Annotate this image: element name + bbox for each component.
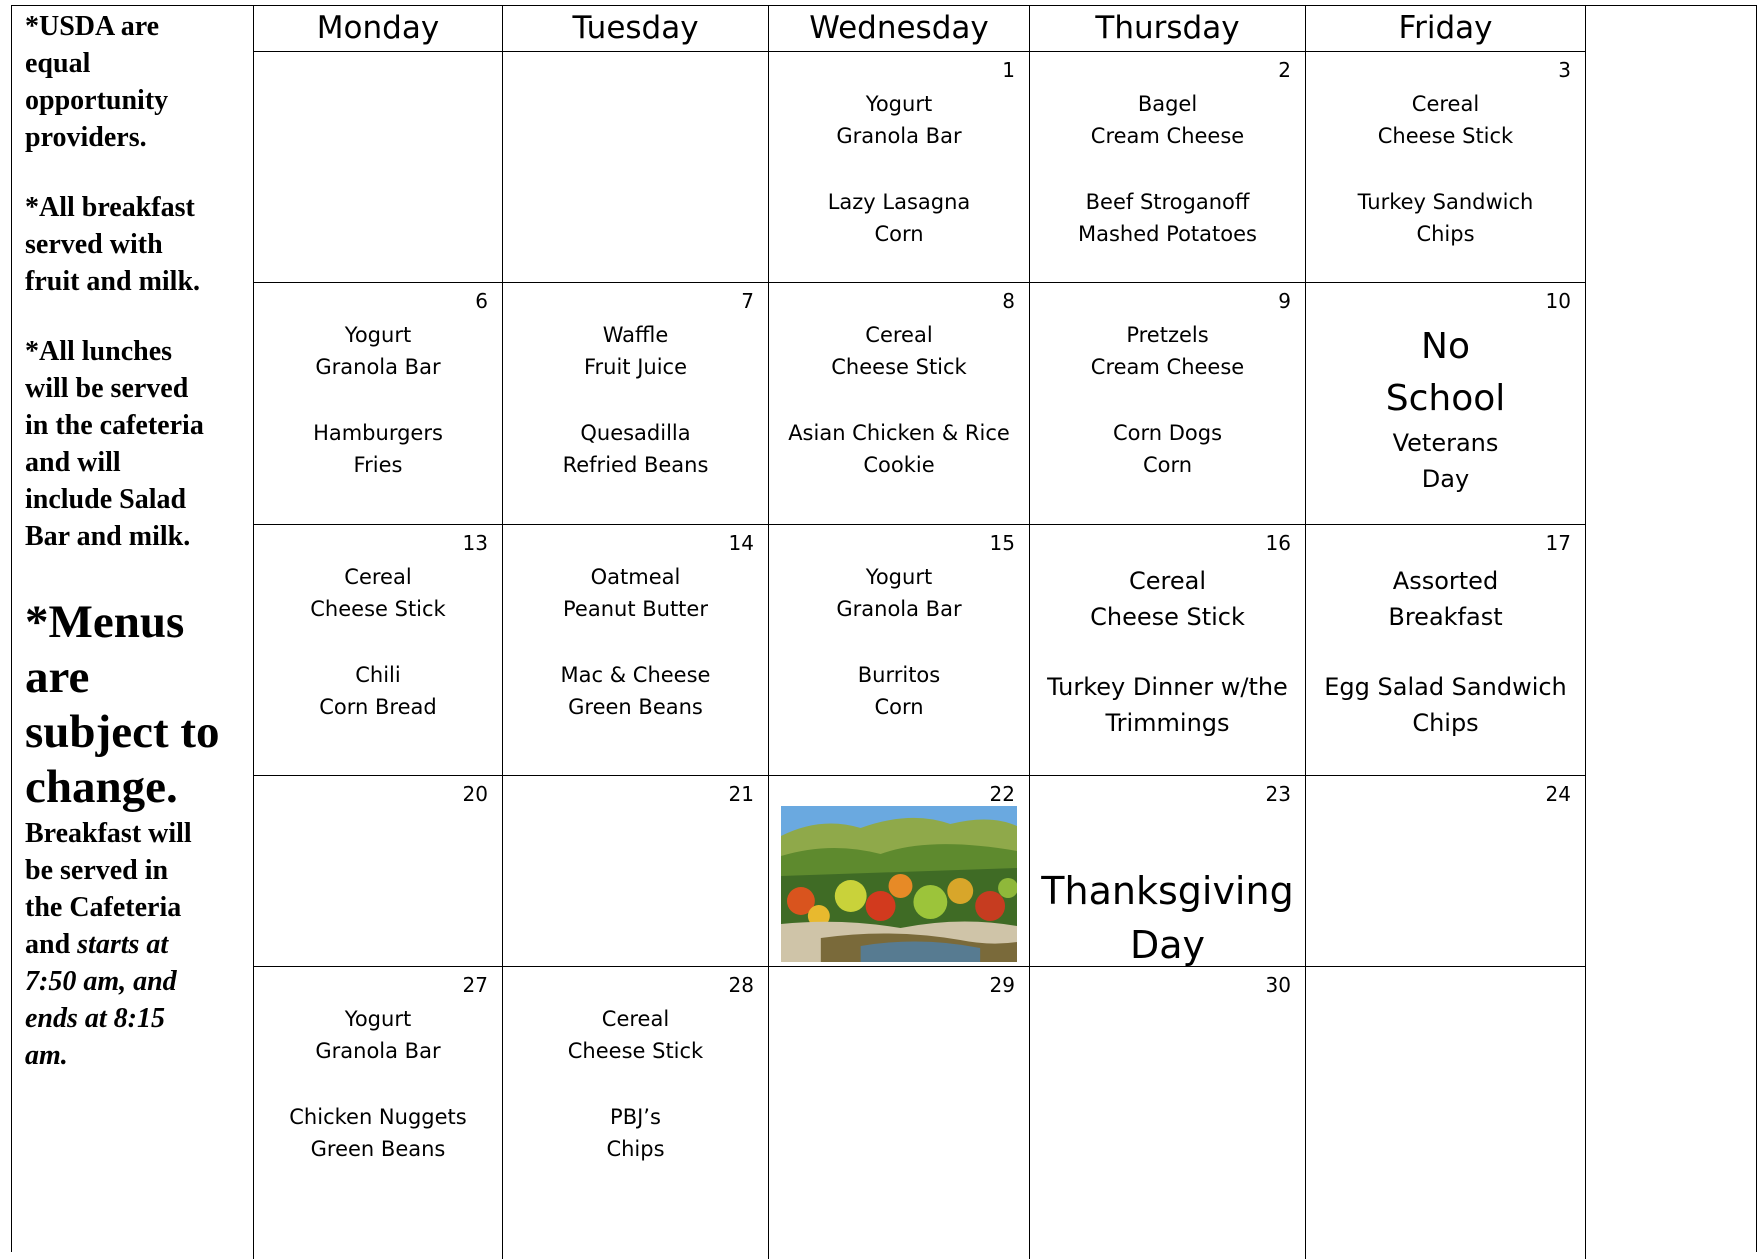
breakfast-item: Cereal [503, 1003, 768, 1035]
menus-change-note [25, 595, 237, 815]
breakfast-item: Cream Cheese [1030, 351, 1305, 383]
lunch-item: Turkey Sandwich [1306, 186, 1585, 218]
note-text: and [25, 929, 77, 960]
breakfast-item: Bagel [1030, 88, 1305, 120]
day-cell [1030, 283, 1306, 525]
day-cell [254, 283, 503, 525]
breakfast-item: Pretzels [1030, 319, 1305, 351]
day-number: 8 [1002, 289, 1015, 313]
holiday-text: Day [1030, 918, 1305, 972]
lunch-item: Mac & Cheese [503, 659, 768, 691]
breakfast-item: Oatmeal [503, 561, 768, 593]
no-school-notice [1306, 321, 1585, 497]
lunch-item: Mashed Potatoes [1030, 218, 1305, 250]
note-line: ends at 8:15 [25, 1000, 237, 1037]
week-row [254, 776, 1586, 967]
note-line [25, 926, 237, 963]
no-school-text: School [1306, 373, 1585, 425]
day-cell [1306, 967, 1586, 1259]
day-number: 17 [1546, 531, 1571, 555]
menu-spacer [254, 625, 502, 659]
day-number: 30 [1266, 973, 1291, 997]
day-number: 7 [741, 289, 754, 313]
holiday-name: Day [1306, 461, 1585, 497]
day-cell [503, 525, 769, 776]
breakfast-item: Yogurt [769, 88, 1029, 120]
menu-spacer [769, 625, 1029, 659]
lunch-item: Corn [769, 691, 1029, 723]
day-cell [1030, 52, 1306, 283]
note-line: *USDA are [25, 8, 237, 45]
day-menu [254, 561, 502, 723]
day-number: 29 [990, 973, 1015, 997]
day-cell [769, 283, 1030, 525]
day-number: 21 [729, 782, 754, 806]
breakfast-item: Granola Bar [254, 351, 502, 383]
day-cell [769, 776, 1030, 967]
lunch-item: Quesadilla [503, 417, 768, 449]
weekday-header: Friday [1306, 5, 1586, 52]
breakfast-item: Cream Cheese [1030, 120, 1305, 152]
day-cell [254, 52, 503, 283]
menu-spacer [1306, 152, 1585, 186]
day-menu [769, 319, 1029, 481]
weekday-header: Tuesday [503, 5, 769, 52]
lunch-item: Beef Stroganoff [1030, 186, 1305, 218]
holiday-text: Thanksgiving [1030, 864, 1305, 918]
breakfast-item: Granola Bar [769, 593, 1029, 625]
day-number: 22 [990, 782, 1015, 806]
menu-spacer [503, 383, 768, 417]
holiday-label [1030, 864, 1305, 972]
breakfast-item: Cheese Stick [769, 351, 1029, 383]
day-cell [769, 525, 1030, 776]
day-number: 20 [463, 782, 488, 806]
day-menu [1306, 88, 1585, 250]
menu-spacer [254, 383, 502, 417]
menu-spacer [1030, 383, 1305, 417]
breakfast-item: Yogurt [254, 1003, 502, 1035]
breakfast-item: Fruit Juice [503, 351, 768, 383]
note-line: am. [25, 1037, 237, 1074]
lunch-item: Corn [1030, 449, 1305, 481]
note-line: in the cafeteria [25, 407, 237, 444]
lunch-item: Chicken Nuggets [254, 1101, 502, 1133]
note-line: the Cafeteria [25, 889, 237, 926]
day-cell [1030, 967, 1306, 1259]
day-number: 23 [1266, 782, 1291, 806]
lunch-item: Egg Salad Sandwich [1306, 669, 1585, 705]
note-line: equal [25, 45, 237, 82]
day-menu [1030, 88, 1305, 250]
day-cell [254, 525, 503, 776]
week-row [254, 283, 1586, 525]
week-row [254, 52, 1586, 283]
breakfast-item: Breakfast [1306, 599, 1585, 635]
note-line: served with [25, 226, 237, 263]
breakfast-item: Yogurt [254, 319, 502, 351]
breakfast-item: Assorted [1306, 563, 1585, 599]
note-line: include Salad [25, 481, 237, 518]
breakfast-item: Cereal [254, 561, 502, 593]
lunch-item: Chips [503, 1133, 768, 1165]
breakfast-item: Granola Bar [254, 1035, 502, 1067]
lunch-item: Fries [254, 449, 502, 481]
day-number: 13 [463, 531, 488, 555]
no-school-text: No [1306, 321, 1585, 373]
note-line: *All lunches [25, 333, 237, 370]
breakfast-schedule-note [25, 815, 237, 1074]
lunch-item: Burritos [769, 659, 1029, 691]
weekday-header: Wednesday [769, 5, 1030, 52]
day-cell [503, 776, 769, 967]
breakfast-item: Cheese Stick [1030, 599, 1305, 635]
day-number: 10 [1546, 289, 1571, 313]
note-line: and will [25, 444, 237, 481]
day-menu [769, 88, 1029, 250]
day-cell [1306, 776, 1586, 967]
weekday-header: Thursday [1030, 5, 1306, 52]
note-text-italic: starts at [77, 929, 168, 960]
day-cell [1306, 525, 1586, 776]
breakfast-item: Waffle [503, 319, 768, 351]
breakfast-item: Cereal [1030, 563, 1305, 599]
menu-spacer [1030, 635, 1305, 669]
lunch-item: Green Beans [254, 1133, 502, 1165]
breakfast-item: Cheese Stick [254, 593, 502, 625]
lunch-item: PBJ’s [503, 1101, 768, 1133]
day-cell [1030, 776, 1306, 967]
lunch-item: Corn Bread [254, 691, 502, 723]
lunch-item: Hamburgers [254, 417, 502, 449]
breakfast-item: Cheese Stick [503, 1035, 768, 1067]
day-menu [503, 319, 768, 481]
day-menu [769, 561, 1029, 723]
lunch-item: Corn Dogs [1030, 417, 1305, 449]
autumn-forest-photo [781, 806, 1017, 962]
note-line: *Menus [25, 595, 237, 650]
day-cell [1030, 525, 1306, 776]
menu-spacer [503, 625, 768, 659]
day-number: 3 [1558, 58, 1571, 82]
weekday-header: Monday [254, 5, 503, 52]
day-menu [254, 319, 502, 481]
note-line: subject to [25, 705, 237, 760]
day-cell [503, 283, 769, 525]
note-line: *All breakfast [25, 189, 237, 226]
day-menu [1306, 563, 1585, 741]
day-number: 15 [990, 531, 1015, 555]
day-number: 27 [463, 973, 488, 997]
day-number: 16 [1266, 531, 1291, 555]
day-number: 2 [1278, 58, 1291, 82]
menu-spacer [1030, 152, 1305, 186]
note-line: fruit and milk. [25, 263, 237, 300]
day-menu [503, 1003, 768, 1165]
sidebar-notes [25, 8, 237, 1074]
breakfast-item: Cheese Stick [1306, 120, 1585, 152]
lunch-item: Chips [1306, 705, 1585, 741]
day-menu [254, 1003, 502, 1165]
note-line: opportunity [25, 82, 237, 119]
note-line: Bar and milk. [25, 518, 237, 555]
day-number: 24 [1546, 782, 1571, 806]
note-line: be served in [25, 852, 237, 889]
breakfast-item: Peanut Butter [503, 593, 768, 625]
day-cell [769, 967, 1030, 1259]
day-number: 9 [1278, 289, 1291, 313]
day-cell [1306, 283, 1586, 525]
blank-right-column [1585, 5, 1757, 1252]
day-cell [503, 967, 769, 1259]
breakfast-item: Yogurt [769, 561, 1029, 593]
lunch-item: Asian Chicken & Rice [769, 417, 1029, 449]
day-number: 14 [729, 531, 754, 555]
lunch-item: Chili [254, 659, 502, 691]
breakfast-note [25, 189, 237, 300]
breakfast-item: Granola Bar [769, 120, 1029, 152]
note-line: are [25, 650, 237, 705]
weekday-header-row [254, 5, 1586, 52]
lunch-item: Lazy Lasagna [769, 186, 1029, 218]
note-line: will be served [25, 370, 237, 407]
lunch-item: Cookie [769, 449, 1029, 481]
menu-spacer [254, 1067, 502, 1101]
note-line: 7:50 am, and [25, 963, 237, 1000]
menu-spacer [769, 383, 1029, 417]
lunch-item: Trimmings [1030, 705, 1305, 741]
day-number: 1 [1002, 58, 1015, 82]
day-menu [503, 561, 768, 723]
day-cell [769, 52, 1030, 283]
menu-spacer [503, 1067, 768, 1101]
lunch-item: Chips [1306, 218, 1585, 250]
day-cell [1306, 52, 1586, 283]
day-cell [503, 52, 769, 283]
day-number: 28 [729, 973, 754, 997]
menu-calendar [253, 5, 1586, 1259]
lunch-item: Turkey Dinner w/the [1030, 669, 1305, 705]
lunch-note [25, 333, 237, 555]
lunch-item: Refried Beans [503, 449, 768, 481]
week-row [254, 525, 1586, 776]
day-cell [254, 967, 503, 1259]
week-row [254, 967, 1586, 1259]
breakfast-item: Cereal [769, 319, 1029, 351]
note-line: providers. [25, 119, 237, 156]
day-menu [1030, 563, 1305, 741]
day-number: 6 [475, 289, 488, 313]
day-menu [1030, 319, 1305, 481]
note-line: Breakfast will [25, 815, 237, 852]
usda-note [25, 8, 237, 156]
day-cell [254, 776, 503, 967]
menu-spacer [769, 152, 1029, 186]
note-line: change. [25, 760, 237, 815]
holiday-name: Veterans [1306, 425, 1585, 461]
breakfast-item: Cereal [1306, 88, 1585, 120]
lunch-item: Corn [769, 218, 1029, 250]
menu-spacer [1306, 635, 1585, 669]
lunch-item: Green Beans [503, 691, 768, 723]
